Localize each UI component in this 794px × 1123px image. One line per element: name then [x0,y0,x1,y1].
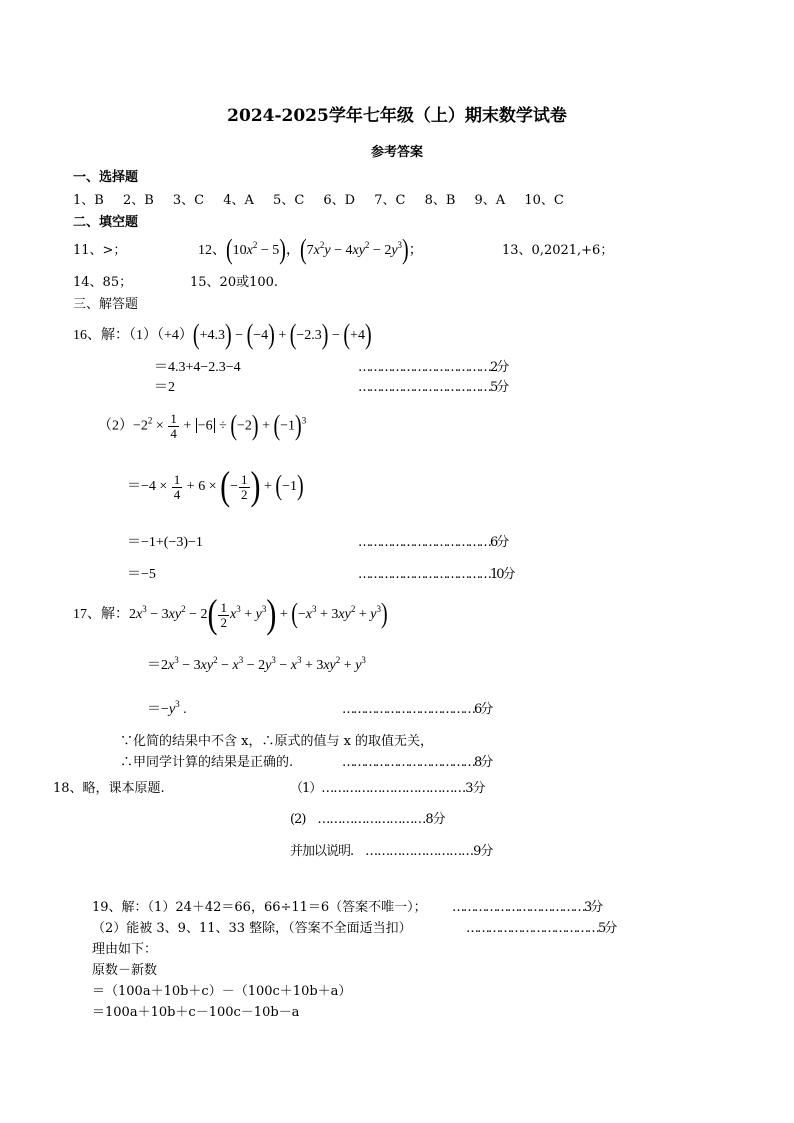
q18-score2: (2) ………………………8分 [290,812,445,827]
q16-label: 16、解：（1）（+4） [73,328,193,343]
answer-q15: 15、20或100. [190,275,279,290]
choice-answers: 1、B 2、B 3、C 4、A 5、C 6、D 7、C 8、B 9、A 10、C [73,193,564,208]
q16-step2-score: ………………………………5分 [358,380,508,395]
section-heading-solve: 三、解答题 [73,297,139,312]
answer-q14: 14、85； [73,275,133,290]
answer-q11: 11、>； [73,243,127,258]
q17-reason2-score: ………………………………8分 [342,755,492,770]
q19-line2: （2）能被 3、9、11、33 整除，（答案不全面适当扣） [92,921,412,936]
q16-part2-expr: $(2)-2^2$ × $\frac{1}{4}$ + $-6 \div (-2) + (-1)^3$ [98,409,307,442]
q18-score1: （1）………………………………3分 [290,781,485,796]
page-subtitle: 参考答案 [370,145,423,160]
q12-end: ； [408,243,423,258]
section-heading-choice: 一、选择题 [73,170,139,185]
q12-expr2: $(7x^2y - 4xy^2 - 2y^3)$ [299,234,409,266]
q16-part1-expr: 16、解：（1）（+4）(+4.3) − (−4) + (−2.3) − (+4) [73,319,372,351]
q19-line2-score: ………………………………5分 [466,921,616,936]
q16-part2-step1: ＝−4 × $\frac{1}{4}$ + 6 × (− $\frac{1}{2}$ ) + (−1) [127,464,304,509]
q19-line5: ＝（100a＋10b＋c）－（100c＋10b＋a） [92,984,352,999]
answer-q13: 13、0,2021,+6； [502,243,614,258]
q18-score3: 并加以说明. ………………………9分 [290,844,493,859]
q19-line6: ＝100a＋10b＋c－100c－10b－a [92,1005,300,1020]
q19-line4: 原数－新数 [92,963,158,978]
q16-step2: ＝2 [154,380,175,395]
q18-answer: 18、略，课本原题. [53,781,165,796]
answer-q12 [198,234,423,266]
q17-expr: 17、解：$2x^3 - 3xy^2 - 2$( $\frac{1}{2}$ $x^3 + y^3) + (-x^3 + 3xy^2 + y^3)$ [73,592,388,637]
q12-label: 12、 [198,243,226,258]
q17-step2: $=-y^3$ . [147,699,187,717]
q16-part2-step3-score: ………………………………10分 [358,567,514,582]
q16-part2-step2-score: ………………………………6分 [358,535,508,550]
page-title: 2024-2025学年七年级（上）期末数学试卷 [227,106,567,126]
q16-step1-score: ………………………………2分 [358,360,508,375]
q17-reason1: ∵化简的结果中不含 x，∴原式的值与 x 的取值无关， [120,734,434,749]
q12-sep: ， [285,243,300,258]
q19-line1: 19、解：（1）24＋42＝66，66÷11＝6（答案不唯一）； [92,900,427,915]
q17-reason2: ∴甲同学计算的结果是正确的. [120,755,294,770]
q16-part2-step3: ＝−5 [127,567,156,582]
q16-step1: ＝4.3+4−2.3−4 [154,360,241,375]
q17-step1: $=2x^3 - 3xy^2 - x^3 - 2y^3 - x^3 + 3xy^2 + y^3$ [147,655,366,673]
q16-part2-label: （2） [98,418,133,434]
q16-part2-step2: ＝−1+(−3)−1 [127,535,203,550]
q12-expr1: $(10x^2 - 5)$ [226,234,286,266]
section-heading-fill: 二、填空题 [73,215,139,230]
q17-label: 17、解： [73,607,129,623]
q19-line1-score: ………………………………3分 [452,900,602,915]
q19-line3: 理由如下： [92,942,158,957]
q17-step2-score: ………………………………6分 [342,702,492,717]
